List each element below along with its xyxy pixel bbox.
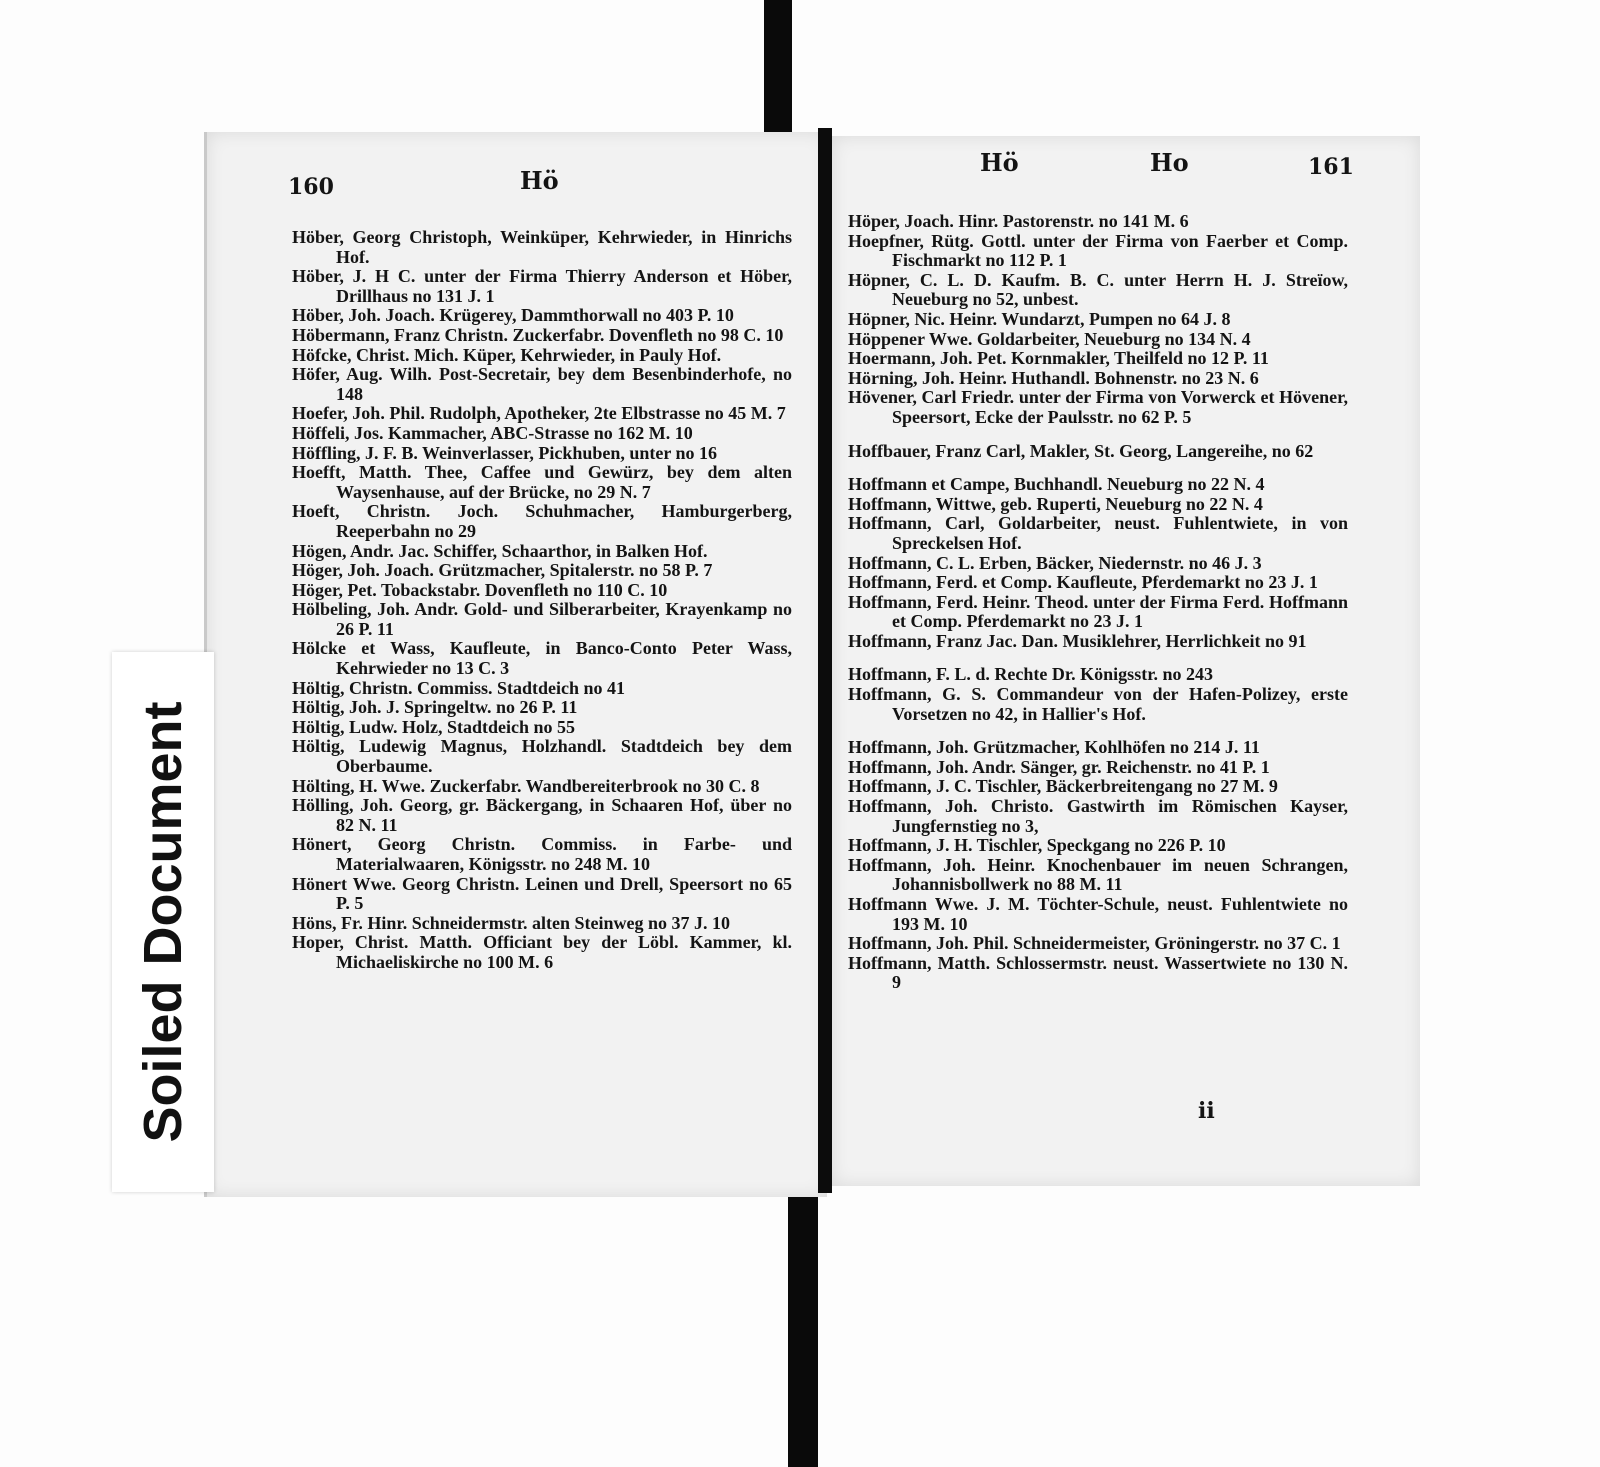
directory-entry: Hoefft, Matth. Thee, Caffee und Gewürz, bey dem alten Waysenhause, auf der Brücke, no 29 N. 7 (292, 462, 792, 502)
directory-entry: Hörning, Joh. Heinr. Huthandl. Bohnenstr. no 23 N. 6 (848, 367, 1259, 388)
directory-entry: Högen, Andr. Jac. Schiffer, Schaarthor, in Balken Hof. (292, 540, 708, 561)
directory-entry: Hoffmann Wwe. J. M. Töchter-Schule, neust. Fuhlentwiete no 193 M. 10 (848, 894, 1348, 934)
directory-entry: Hölcke et Wass, Kaufleute, in Banco-Conto Peter Wass, Kehrwieder no 13 C. 3 (292, 638, 792, 679)
right-entry-list (848, 212, 1348, 993)
binding-strip-bottom (788, 1190, 818, 1467)
left-page-header: Hö (520, 166, 559, 195)
directory-entry: Höppener Wwe. Goldarbeiter, Neueburg no 134 N. 4 (848, 328, 1251, 349)
directory-entry: Höffeli, Jos. Kammacher, ABC-Strasse no 162 M. 10 (292, 422, 693, 443)
directory-entry: Hoeft, Christn. Joch. Schuhmacher, Hamburgerberg, Reeperbahn no 29 (292, 501, 792, 541)
directory-entry: Hoffmann, F. L. d. Rechte Dr. Königsstr. no 243 (848, 664, 1214, 685)
left-page-number: 160 (288, 174, 334, 200)
right-page-number: 161 (1308, 154, 1354, 180)
directory-entry: Hoffmann et Campe, Buchhandl. Neueburg no 22 N. 4 (848, 474, 1265, 495)
directory-entry: Höpner, Nic. Heinr. Wundarzt, Pumpen no 64 J. 8 (848, 308, 1231, 329)
directory-entry: Höltig, Joh. J. Springeltw. no 26 P. 11 (292, 697, 578, 718)
soiled-document-tab (112, 652, 214, 1192)
directory-entry: Höltig, Ludw. Holz, Stadtdeich no 55 (292, 716, 576, 737)
directory-entry: Hönert, Georg Christn. Commiss. in Farbe- und Materialwaaren, Königsstr. no 248 M. 10 (292, 834, 792, 874)
directory-entry: Hölling, Joh. Georg, gr. Bäckergang, in Schaaren Hof, über no 82 N. 11 (292, 795, 792, 835)
directory-entry: Hoffmann, Franz Jac. Dan. Musiklehrer, Herrlichkeit no 91 (848, 630, 1307, 651)
directory-entry: Höbermann, Franz Christn. Zuckerfabr. Dovenfleth no 98 C. 10 (292, 324, 784, 345)
right-page-header-left: Hö (980, 148, 1019, 177)
directory-entry: Hoffmann, J. C. Tischler, Bäckerbreitengang no 27 M. 9 (848, 776, 1278, 797)
directory-entry: Hoepfner, Rütg. Gottl. unter der Firma von Faerber et Comp. Fischmarkt no 112 P. 1 (848, 230, 1348, 271)
directory-entry: Höfcke, Christ. Mich. Küper, Kehrwieder, in Pauly Hof. (292, 344, 722, 365)
right-page-header-right: Ho (1150, 148, 1189, 177)
directory-entry: Hoffmann, Joh. Christo. Gastwirth im Römischen Kayser, Jungfernstieg no 3, (848, 796, 1348, 836)
directory-entry: Höns, Fr. Hinr. Schneidermstr. alten Steinweg no 37 J. 10 (292, 912, 731, 933)
soiled-document-label: Soiled Document (133, 701, 193, 1143)
binding-strip-top (764, 0, 792, 140)
directory-entry: Hoffmann, Ferd. Heinr. Theod. unter der Firma Ferd. Hoffmann et Comp. Pferdemarkt no 23 J. 1 (848, 591, 1348, 632)
directory-entry: Hoffmann, Carl, Goldarbeiter, neust. Fuhlentwiete, in von Spreckelsen Hof. (848, 513, 1348, 553)
directory-entry: Höber, J. H C. unter der Firma Thierry Anderson et Höber, Drillhaus no 131 J. 1 (292, 266, 792, 306)
book-gutter (818, 128, 832, 1193)
directory-entry: Hölbeling, Joh. Andr. Gold- und Silberarbeiter, Krayenkamp no 26 P. 11 (292, 599, 792, 639)
directory-entry: Hoffmann, Ferd. et Comp. Kaufleute, Pferdemarkt no 23 J. 1 (848, 572, 1318, 593)
left-entry-list (292, 228, 792, 973)
directory-entry: Hoermann, Joh. Pet. Kornmakler, Theilfeld no 12 P. 11 (848, 348, 1269, 369)
directory-entry: Hoefer, Joh. Phil. Rudolph, Apotheker, 2te Elbstrasse no 45 M. 7 (292, 403, 786, 424)
directory-entry: Hoffmann, Matth. Schlossermstr. neust. Wassertwiete no 130 N. 9 (848, 952, 1348, 993)
directory-entry: Hoper, Christ. Matth. Officiant bey der Löbl. Kammer, kl. Michaeliskirche no 100 M. 6 (292, 932, 792, 972)
directory-entry: Höfer, Aug. Wilh. Post-Secretair, bey dem Besenbinderhofe, no 148 (292, 364, 792, 404)
directory-entry: Hoffmann, Wittwe, geb. Ruperti, Neueburg no 22 N. 4 (848, 493, 1263, 514)
directory-entry: Hoffbauer, Franz Carl, Makler, St. Georg, Langereihe, no 62 (848, 440, 1314, 461)
directory-entry: Höpner, C. L. D. Kaufm. B. C. unter Herrn H. J. Streïow, Neueburg no 52, unbest. (848, 269, 1348, 310)
directory-entry: Hölting, H. Wwe. Zuckerfabr. Wandbereiterbrook no 30 C. 8 (292, 775, 760, 796)
directory-entry: Hoffmann, Joh. Heinr. Knochenbauer im neuen Schrangen, Johannisbollwerk no 88 M. 11 (848, 854, 1348, 895)
directory-entry: Hoffmann, G. S. Commandeur von der Hafen-Polizey, erste Vorsetzen no 42, in Hallier's Hof. (848, 684, 1348, 724)
directory-entry: Hövener, Carl Friedr. unter der Firma von Vorwerck et Hövener, Speersort, Ecke der Paulsstr. no 62 P. 5 (848, 387, 1348, 427)
directory-entry: Höltig, Christn. Commiss. Stadtdeich no 41 (292, 677, 626, 698)
directory-entry: Hönert Wwe. Georg Christn. Leinen und Drell, Speersort no 65 P. 5 (292, 873, 792, 914)
directory-entry: Hoffmann, Joh. Phil. Schneidermeister, Gröningerstr. no 37 C. 1 (848, 933, 1341, 954)
directory-entry: Höber, Joh. Joach. Krügerey, Dammthorwall no 403 P. 10 (292, 305, 734, 326)
directory-entry: Höger, Joh. Joach. Grützmacher, Spitalerstr. no 58 P. 7 (292, 560, 713, 581)
directory-entry: Höffling, J. F. B. Weinverlasser, Pickhuben, unter no 16 (292, 442, 718, 463)
directory-entry: Hoffmann, Joh. Grützmacher, Kohlhöfen no 214 J. 11 (848, 737, 1260, 758)
directory-entry: Höger, Pet. Tobackstabr. Dovenfleth no 110 C. 10 (292, 579, 668, 600)
directory-entry: Höber, Georg Christoph, Weinküper, Kehrwieder, in Hinrichs Hof. (292, 227, 792, 267)
directory-entry: Hoffmann, C. L. Erben, Bäcker, Niedernstr. no 46 J. 3 (848, 552, 1262, 573)
directory-entry: Höper, Joach. Hinr. Pastorenstr. no 141 M. 6 (848, 211, 1189, 231)
directory-entry: Hoffmann, J. H. Tischler, Speckgang no 226 P. 10 (848, 835, 1226, 856)
directory-entry: Höltig, Ludewig Magnus, Holzhandl. Stadtdeich bey dem Oberbaume. (292, 736, 792, 777)
signature-mark: ii (1198, 1098, 1215, 1124)
directory-entry: Hoffmann, Joh. Andr. Sänger, gr. Reichenstr. no 41 P. 1 (848, 756, 1270, 777)
